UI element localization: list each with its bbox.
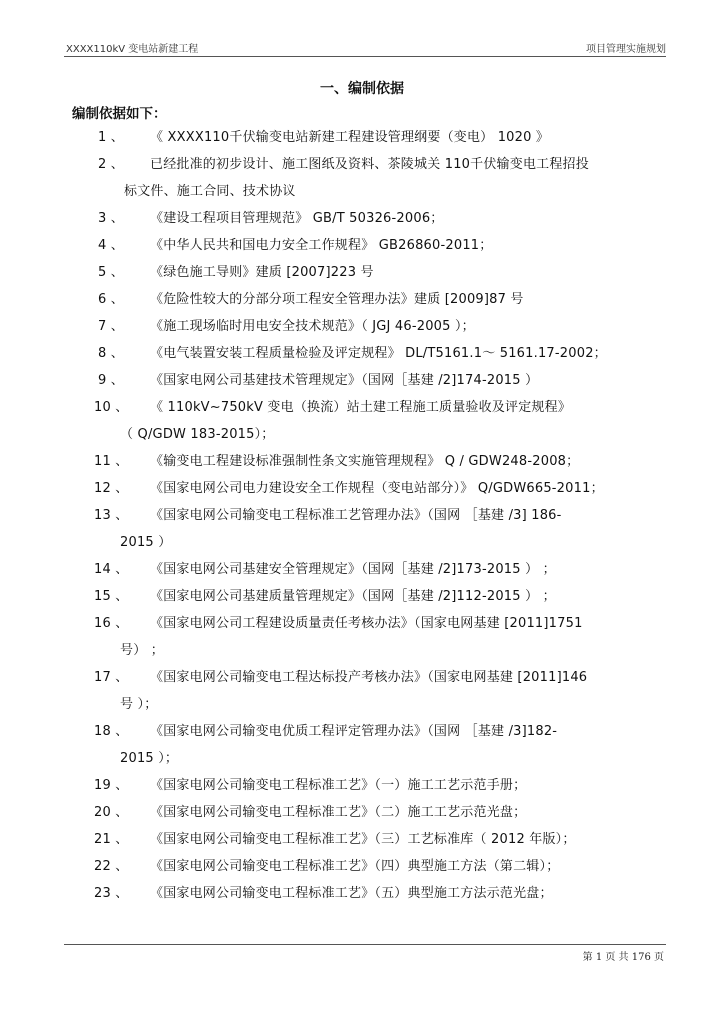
list-item-text: 已经批准的初步设计、施工图纸及资料、茶陵城关 110千伏输变电工程招投 bbox=[150, 157, 589, 172]
list-item-text: 《输变电工程建设标准强制性条文实施管理规程》 Q / GDW248-2008； bbox=[150, 454, 580, 469]
list-item-text: 《国家电网公司基建质量管理规定》（国网［基建 /2]112-2015 ） ； bbox=[150, 589, 556, 604]
list-item-number: 8 、 bbox=[98, 346, 125, 361]
list-item-text: 《国家电网公司输变电工程标准工艺》（一）施工工艺示范手册； bbox=[150, 778, 527, 793]
list-item-number: 9 、 bbox=[98, 373, 125, 388]
intro-text: 编制依据如下： bbox=[72, 106, 167, 122]
list-item-number: 19 、 bbox=[94, 778, 129, 793]
list-item-text: 《 XXXX110千伏输变电站新建工程建设管理纲要（变电） 1020 》 bbox=[150, 130, 550, 145]
list-item-text: 《绿色施工导则》建质 [2007]223 号 bbox=[150, 265, 374, 280]
list-item-text: 《国家电网公司电力建设安全工作规程（变电站部分）》 Q/GDW665-2011； bbox=[150, 481, 604, 496]
list-item-text: 《建设工程项目管理规范》 GB/T 50326-2006； bbox=[150, 211, 444, 226]
list-item-text: 《危险性较大的分部分项工程安全管理办法》建质 [2009]87 号 bbox=[150, 292, 524, 307]
list-item-text: 《国家电网公司基建安全管理规定》（国网［基建 /2]173-2015 ） ； bbox=[150, 562, 556, 577]
list-item-text: 《施工现场临时用电安全技术规范》（ JGJ 46-2005 ）； bbox=[150, 319, 475, 334]
list-item-text: 《国家电网公司输变电工程标准工艺管理办法》（国网 ［基建 /3] 186- bbox=[150, 508, 562, 523]
list-item-continuation: （ Q/GDW 183-2015）； bbox=[120, 427, 275, 442]
list-item-number: 12 、 bbox=[94, 481, 129, 496]
list-item-number: 4 、 bbox=[98, 238, 125, 253]
list-item-number: 13 、 bbox=[94, 508, 129, 523]
list-item-text: 《国家电网公司输变电工程标准工艺》（五）典型施工方法示范光盘； bbox=[150, 886, 553, 901]
footer-divider bbox=[64, 944, 666, 945]
list-item-number: 11 、 bbox=[94, 454, 129, 469]
list-item-text: 《 110kV~750kV 变电（换流）站土建工程施工质量验收及评定规程》 bbox=[150, 400, 572, 415]
list-item-text: 《国家电网公司输变电优质工程评定管理办法》（国网 ［基建 /3]182- bbox=[150, 724, 558, 739]
list-item-continuation: 2015 ） bbox=[120, 535, 172, 550]
header-left: XXXX110kV 变电站新建工程 bbox=[66, 44, 199, 55]
list-item-number: 22 、 bbox=[94, 859, 129, 874]
list-item-continuation: 号） ； bbox=[120, 643, 164, 658]
list-item-text: 《国家电网公司输变电工程标准工艺》（四）典型施工方法（第二辑）； bbox=[150, 859, 560, 874]
section-title: 一、编制依据 bbox=[320, 81, 404, 97]
list-item-text: 《国家电网公司输变电工程达标投产考核办法》（国家电网基建 [2011]146 bbox=[150, 670, 588, 685]
list-item-number: 20 、 bbox=[94, 805, 129, 820]
list-item-text: 《国家电网公司基建技术管理规定》（国网［基建 /2]174-2015 ） bbox=[150, 373, 539, 388]
header-right: 项目管理实施规划 bbox=[586, 44, 666, 55]
list-item-number: 23 、 bbox=[94, 886, 129, 901]
list-item-text: 《国家电网公司输变电工程标准工艺》（三）工艺标准库（ 2012 年版）； bbox=[150, 832, 576, 847]
list-item-number: 10 、 bbox=[94, 400, 129, 415]
list-item-text: 《国家电网公司工程建设质量责任考核办法》（国家电网基建 [2011]1751 bbox=[150, 616, 583, 631]
list-item-number: 6 、 bbox=[98, 292, 125, 307]
list-item-continuation: 号 ）； bbox=[120, 697, 158, 712]
list-item-number: 18 、 bbox=[94, 724, 129, 739]
header-divider bbox=[64, 56, 666, 57]
list-item-number: 2 、 bbox=[98, 157, 125, 172]
list-item-number: 17 、 bbox=[94, 670, 129, 685]
list-item-continuation: 2015 ）； bbox=[120, 751, 179, 766]
list-item-number: 7 、 bbox=[98, 319, 125, 334]
list-item-number: 5 、 bbox=[98, 265, 125, 280]
list-item-number: 14 、 bbox=[94, 562, 129, 577]
page-footer: 第 1 页 共 176 页 bbox=[582, 952, 664, 963]
list-item-number: 3 、 bbox=[98, 211, 125, 226]
list-item-number: 1 、 bbox=[98, 130, 125, 145]
list-item-number: 21 、 bbox=[94, 832, 129, 847]
list-item-text: 《电气装置安装工程质量检验及评定规程》 DL/T5161.1～ 5161.17-2002； bbox=[150, 346, 607, 361]
list-item-text: 《国家电网公司输变电工程标准工艺》（二）施工工艺示范光盘； bbox=[150, 805, 527, 820]
list-item-text: 《中华人民共和国电力安全工作规程》 GB26860-2011； bbox=[150, 238, 493, 253]
page-header bbox=[66, 40, 666, 54]
list-item-continuation: 标文件、施工合同、技术协议 bbox=[124, 184, 296, 199]
list-item-number: 15 、 bbox=[94, 589, 129, 604]
list-item-number: 16 、 bbox=[94, 616, 129, 631]
